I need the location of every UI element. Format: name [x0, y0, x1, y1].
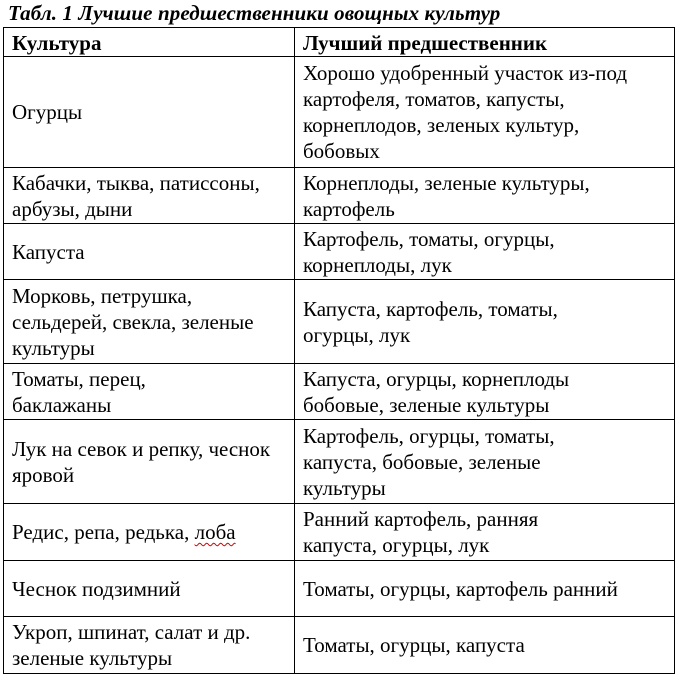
predecessors-table	[3, 27, 675, 674]
predecessor-cell	[295, 168, 675, 224]
table-row	[4, 280, 675, 364]
predecessor-cell	[295, 280, 675, 364]
column-header-predecessor: Лучший предшественник	[295, 28, 675, 57]
table-row	[4, 57, 675, 168]
crop-cell	[4, 57, 295, 168]
crop-cell	[4, 504, 295, 561]
table-row	[4, 168, 675, 224]
predecessor-cell	[295, 617, 675, 674]
crop-name: Огурцы	[12, 100, 83, 124]
predecessor-cell	[295, 57, 675, 168]
table-row	[4, 561, 675, 617]
predecessor-cell	[295, 420, 675, 504]
predecessor-cell	[295, 561, 675, 617]
table-row	[4, 617, 675, 674]
predecessor-cell	[295, 224, 675, 280]
crop-name: Морковь, петрушка, сельдерей, свекла, зеленые культуры	[12, 283, 254, 360]
predecessor-text: Картофель, томаты, огурцы, корнеплоды, лук	[303, 226, 555, 277]
table-caption: Табл. 1 Лучшие предшественники овощных культур	[8, 1, 501, 25]
predecessor-text: Томаты, огурцы, капуста	[303, 633, 525, 657]
table-row	[4, 364, 675, 420]
table-row	[4, 224, 675, 280]
predecessor-text: Хорошо удобренный участок из-под картофеля, томатов, капусты, корнеплодов, зеленых культур, бобовых	[303, 61, 628, 163]
crop-name: Томаты, перец, баклажаны	[12, 366, 146, 417]
crop-name: Укроп, шпинат, салат и др. зеленые культуры	[12, 620, 251, 670]
crop-cell	[4, 364, 295, 420]
crop-cell	[4, 617, 295, 674]
crop-name	[12, 519, 287, 545]
crop-cell	[4, 420, 295, 504]
column-header-crop: Культура	[4, 28, 295, 57]
predecessor-text: Картофель, огурцы, томаты, капуста, бобовые, зеленые культуры	[303, 423, 555, 500]
table-row	[4, 420, 675, 504]
crop-name-main: Редис, репа, редька,	[12, 520, 195, 544]
predecessor-text: Томаты, огурцы, картофель ранний	[303, 576, 618, 601]
predecessor-cell	[295, 364, 675, 420]
crop-cell	[4, 224, 295, 280]
crop-name: Кабачки, тыква, патиссоны, арбузы, дыни	[12, 170, 260, 221]
predecessor-text: Капуста, картофель, томаты, огурцы, лук	[303, 296, 558, 347]
predecessor-cell	[295, 504, 675, 561]
crop-name: Чеснок подзимний	[12, 576, 181, 601]
predecessor-text: Корнеплоды, зеленые культуры, картофель	[303, 170, 590, 221]
crop-name: Лук на севок и репку, чеснок яровой	[12, 436, 271, 487]
crop-cell	[4, 280, 295, 364]
predecessor-text: Капуста, огурцы, корнеплоды бобовые, зеленые культуры	[303, 366, 570, 417]
crop-cell	[4, 168, 295, 224]
crop-cell	[4, 561, 295, 617]
crop-name: Капуста	[12, 239, 85, 264]
predecessor-text: Ранний картофель, ранняя капуста, огурцы, лук	[303, 507, 539, 557]
table-header-row	[4, 28, 675, 57]
spellcheck-marked-word: лоба	[194, 520, 236, 544]
table-row	[4, 504, 675, 561]
